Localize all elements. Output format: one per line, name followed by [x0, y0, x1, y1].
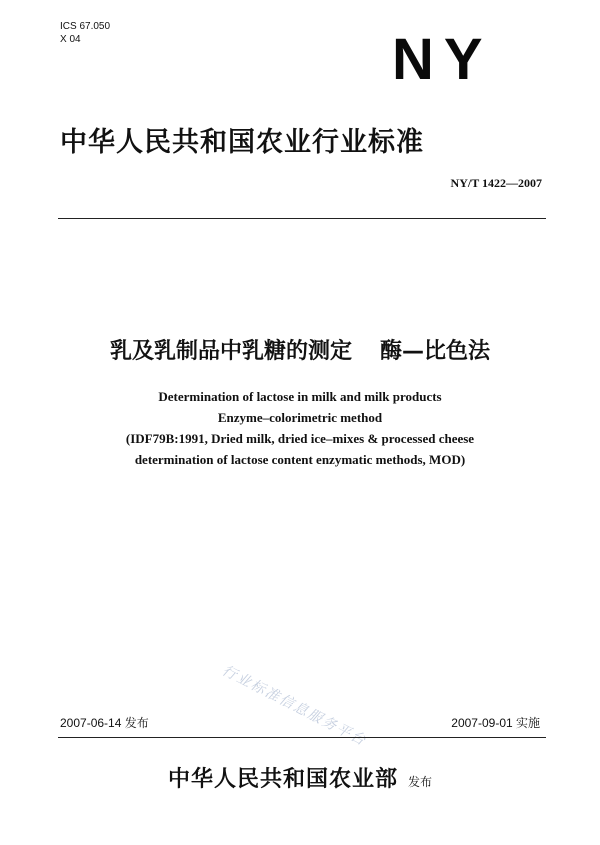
- implementation-date: 2007-09-01 实施: [451, 716, 540, 730]
- issuer-org: 中华人民共和国农业部: [167, 767, 398, 792]
- standard-number: NY/T 1422—2007: [450, 176, 542, 190]
- standard-category-title: 中华人民共和国农业行业标准: [60, 127, 424, 158]
- class-code: X 04: [60, 34, 81, 45]
- ics-code: ICS 67.050: [60, 21, 111, 32]
- issuing-authority: [0, 762, 600, 793]
- issue-date: 2007-06-14 发布: [60, 716, 149, 730]
- watermark: 行业标准信息服务平台: [219, 662, 370, 750]
- top-divider: [58, 218, 546, 219]
- document-title-cn: [0, 334, 600, 365]
- bottom-divider: [58, 737, 546, 738]
- classification-codes: [60, 20, 110, 46]
- title-cn-part2: 酶—比色法: [380, 339, 491, 364]
- title-en-line: (IDF79B:1991, Dried milk, dried ice–mixes & processed cheese: [125, 431, 475, 446]
- document-title-en: [0, 386, 600, 470]
- title-en-line: Determination of lactose in milk and milk products: [158, 389, 442, 404]
- title-en-line: Enzyme–colorimetric method: [217, 410, 383, 425]
- ny-logo: NY: [392, 27, 493, 92]
- issuer-action: 发布: [408, 775, 433, 789]
- title-en-line: determination of lactose content enzymatic methods, MOD): [134, 452, 466, 467]
- title-cn-part1: 乳及乳制品中乳糖的测定: [109, 339, 352, 364]
